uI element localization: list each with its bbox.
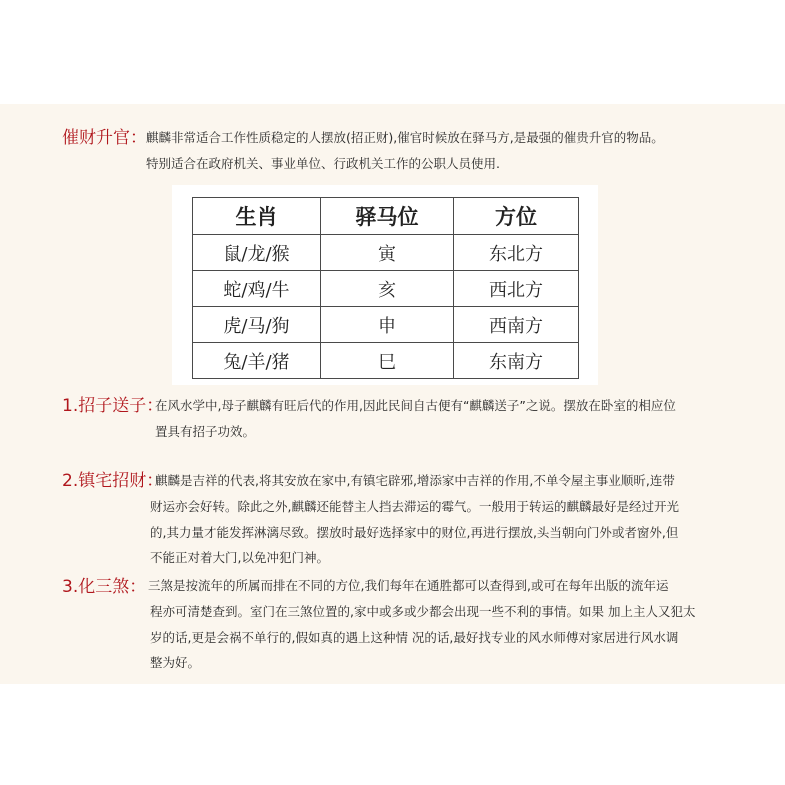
cell-yima: 巳	[321, 343, 454, 379]
section2-paragraph	[155, 468, 675, 494]
section2-line-1: 麒麟是吉祥的代表,将其安放在家中,有镇宅辟邪,增添家中吉祥的作用,不单令屋主事业顺昕,连带	[155, 473, 675, 488]
cell-zodiac: 兔/羊/猪	[193, 343, 321, 379]
section2-line-4: 不能正对着大门,以免冲犯门神。	[150, 550, 329, 565]
section1-paragraph-2	[155, 419, 255, 445]
table-header-row	[193, 198, 579, 235]
yima-table	[192, 197, 579, 379]
cell-zodiac: 虎/马/狗	[193, 307, 321, 343]
cell-direction: 东北方	[454, 235, 579, 271]
section3-line-2: 程亦可清楚查到。室门在三煞位置的,家中或多或少都会出现一些不利的事情。如果 加上主人又犯太	[150, 604, 696, 619]
cell-direction: 西南方	[454, 307, 579, 343]
section3-paragraph	[148, 573, 668, 599]
intro-paragraph	[146, 125, 664, 151]
section1-title: 1.招子送子：	[62, 396, 164, 416]
cell-direction: 东南方	[454, 343, 579, 379]
cell-zodiac: 蛇/鸡/牛	[193, 271, 321, 307]
section1-paragraph	[155, 393, 676, 419]
header-zodiac: 生肖	[193, 198, 321, 235]
section2-paragraph-2	[150, 494, 679, 571]
section1-line-2: 置具有招子功效。	[155, 424, 256, 439]
header-direction: 方位	[454, 198, 579, 235]
header-yima: 驿马位	[321, 198, 454, 235]
intro-line-2: 特别适合在政府机关、事业单位、行政机关工作的公职人员使用.	[146, 156, 500, 171]
cell-yima: 寅	[321, 235, 454, 271]
intro-title: 催财升官：	[62, 128, 147, 148]
section2-line-3: 的,其力量才能发挥淋漓尽致。摆放时最好选择家中的财位,再进行摆放,头当朝向门外或者窗外,但	[150, 524, 679, 540]
section3-paragraph-2	[150, 599, 695, 676]
section3-line-4: 整为好。	[150, 655, 201, 670]
section3-line-1: 三煞是按流年的所属而排在不同的方位,我们每年在通胜都可以查得到,或可在每年出版的流年运	[148, 578, 669, 593]
table-row	[193, 271, 579, 307]
table-row	[193, 307, 579, 343]
section2-title: 2.镇宅招财：	[62, 471, 164, 491]
section2-line-2: 财运亦会好转。除此之外,麒麟还能替主人挡去滞运的霉气。一般用于转运的麒麟最好是经过开光	[150, 499, 679, 514]
section3-line-3: 岁的话,更是会祸不单行的,假如真的遇上这种情 况的话,最好找专业的风水师傅对家居进行风水调	[150, 629, 679, 645]
cell-direction: 西北方	[454, 271, 579, 307]
table-row	[193, 235, 579, 271]
section3-title: 3.化三煞：	[62, 577, 147, 597]
cell-yima: 申	[321, 307, 454, 343]
yima-table-box	[172, 185, 598, 385]
intro-paragraph-2	[146, 151, 500, 177]
section1-line-1: 在风水学中,母子麒麟有旺后代的作用,因此民间自古便有“麒麟送子”之说。摆放在卧室的相应位	[155, 398, 676, 413]
cell-zodiac: 鼠/龙/猴	[193, 235, 321, 271]
table-row	[193, 343, 579, 379]
intro-line-1: 麒麟非常适合工作性质稳定的人摆放(招正财),催官时候放在驿马方,是最强的催贵升官的物品。	[146, 130, 664, 145]
cell-yima: 亥	[321, 271, 454, 307]
